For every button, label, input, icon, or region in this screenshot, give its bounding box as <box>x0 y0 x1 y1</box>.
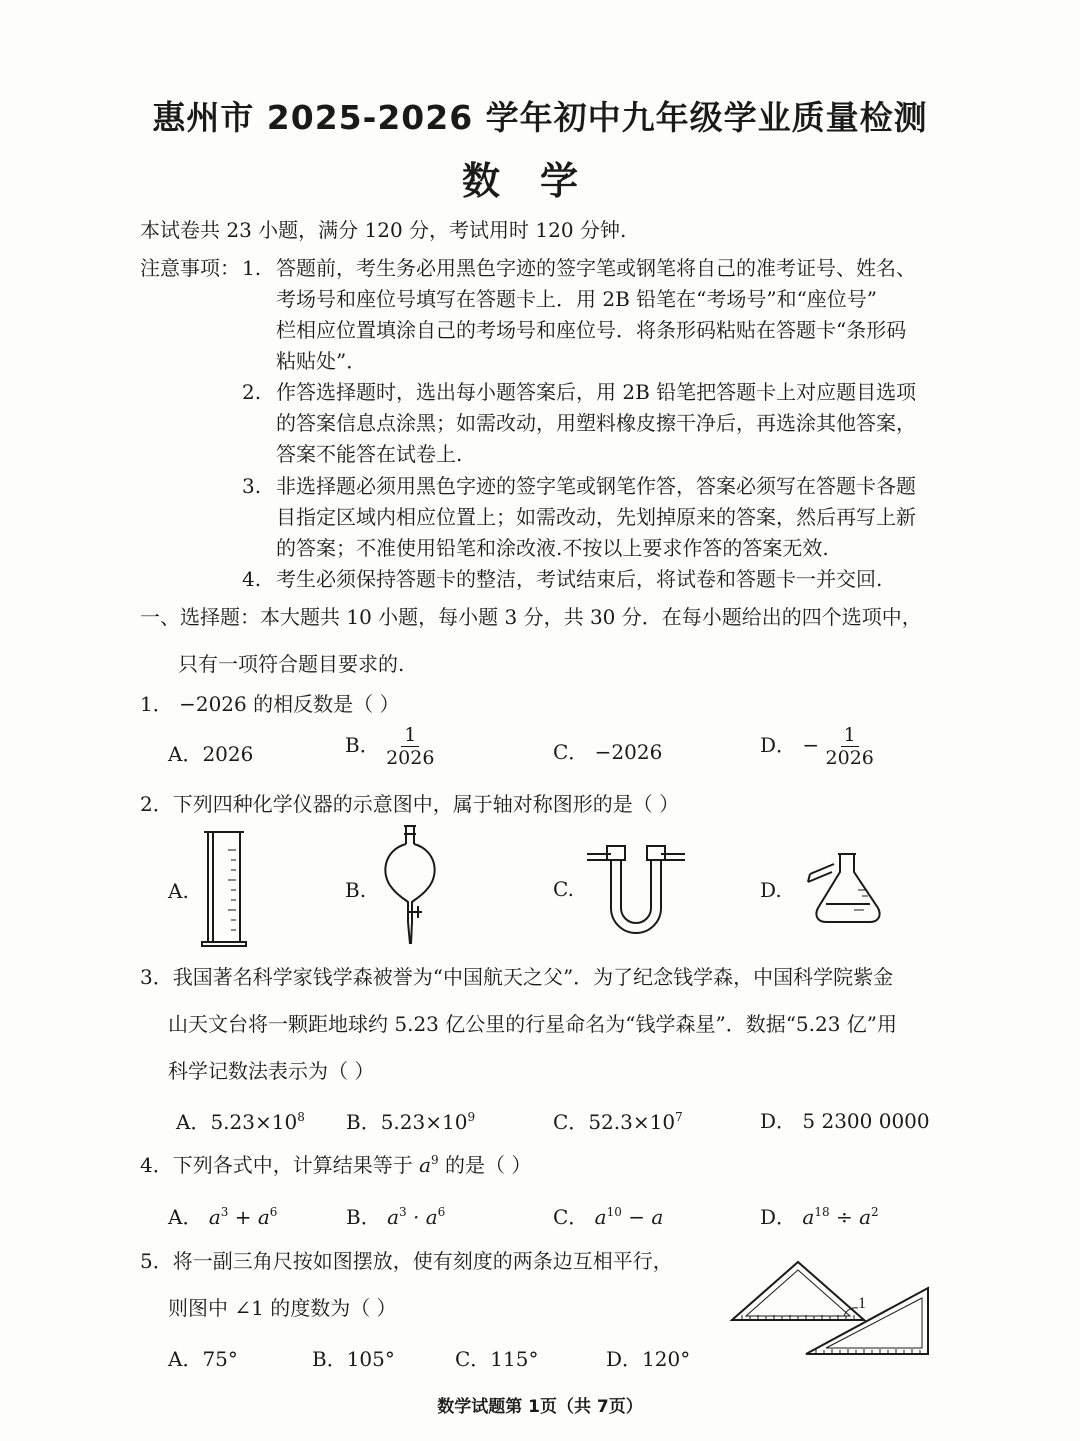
question-5-line: 5．将一副三角尺按如图摆放，使有刻度的两条边互相平行， <box>140 1249 673 1273</box>
option-label: B． <box>345 733 380 757</box>
option-label: B． <box>346 1205 381 1229</box>
question-2-option-b: B. <box>345 878 367 902</box>
fraction <box>386 724 434 769</box>
denominator: 2026 <box>825 747 874 769</box>
exponent: 3 <box>220 1205 229 1219</box>
term: a <box>387 1205 399 1229</box>
question-1-option-a: A．2026 <box>168 742 254 766</box>
option-exponent: 8 <box>297 1110 305 1124</box>
question-5-option-b: B．105° <box>312 1347 395 1371</box>
notice-item-3-line: 非选择题必须用黑色字迹的签字笔或钢笔作答，答案必须写在答题卡各题 <box>276 474 916 498</box>
triangle-rulers-figure <box>728 1258 936 1360</box>
question-4-option-c <box>553 1201 663 1230</box>
term: − a <box>621 1205 664 1229</box>
option-exponent: 7 <box>675 1110 683 1124</box>
question-2-option-a: A. <box>168 879 189 903</box>
notice-label: 注意事项： <box>140 256 240 280</box>
separatory-funnel-icon <box>378 822 448 950</box>
notice-item-2-no: 2. <box>242 380 262 404</box>
graduated-cylinder-icon <box>200 830 250 950</box>
angle-label: 1 <box>858 1295 866 1312</box>
notice-item-3-no: 3. <box>242 474 262 498</box>
option-label: A． <box>168 1205 203 1229</box>
fraction <box>826 724 874 769</box>
question-2-option-c: C. <box>553 877 574 901</box>
notice-item-1-line: 考场号和座位号填写在答题卡上．用 2B 铅笔在“考场号”和“座位号” <box>276 287 878 311</box>
question-5-option-c: C．115° <box>455 1347 539 1371</box>
option-base: 52.3×10 <box>588 1110 676 1134</box>
question-4-stem <box>140 1151 531 1179</box>
u-tube-icon <box>585 840 687 938</box>
question-3-line: 3．我国著名科学家钱学森被誉为“中国航天之父”．为了纪念钱学森，中国科学院紫金 <box>140 965 894 989</box>
exam-intro: 本试卷共 23 小题，满分 120 分，考试用时 120 分钟. <box>140 218 627 242</box>
exponent: 3 <box>399 1205 407 1219</box>
exponent: 2 <box>871 1205 879 1219</box>
numerator: 1 <box>841 724 859 747</box>
question-4-option-b <box>346 1201 445 1230</box>
question-3-line: 山天文台将一颗距地球约 5.23 亿公里的行星命名为“钱学森星”．数据“5.23 亿”用 <box>168 1012 898 1036</box>
denominator: 2026 <box>386 747 435 769</box>
term: a <box>208 1205 221 1229</box>
notice-item-2-line: 的答案信息点涂黑；如需改动，用塑料橡皮擦干净后，再选涂其他答案， <box>276 411 916 435</box>
term: + a <box>228 1205 270 1229</box>
exponent: 10 <box>606 1205 622 1219</box>
exam-title: 惠州市 2025-2026 学年初中九年级学业质量检测 <box>152 98 928 137</box>
question-3-option-b <box>346 1106 475 1135</box>
option-label: C． <box>553 1205 589 1229</box>
numerator: 1 <box>401 724 419 747</box>
question-5-line: 则图中 ∠1 的度数为（ ） <box>168 1296 397 1320</box>
question-1-stem: 1． −2026 的相反数是（ ） <box>140 692 400 716</box>
exponent: 18 <box>814 1205 830 1219</box>
question-1-option-d <box>760 724 874 769</box>
notice-item-1-line: 粘贴处”． <box>276 349 367 373</box>
notice-item-1-line: 栏相应位置填涂自己的考场号和座位号．将条形码粘贴在答题卡“条形码 <box>276 318 907 342</box>
option-label: D． − <box>760 733 820 757</box>
option-base: 5.23×10 <box>380 1110 468 1134</box>
question-4-option-a <box>168 1201 277 1230</box>
option-exponent: 9 <box>467 1110 476 1124</box>
notice-item-4-no: 4. <box>242 567 262 591</box>
question-5-option-d: D．120° <box>606 1347 691 1371</box>
option-label: A． <box>176 1110 211 1134</box>
notice-item-3-line: 的答案；不准使用铅笔和涂改液.不按以上要求作答的答案无效. <box>276 536 829 560</box>
stem-text: 的是（ ） <box>438 1153 532 1177</box>
notice-item-1-line: 答题前，考生务必用黑色字迹的签字笔或钢笔将自己的准考证号、姓名、 <box>276 256 916 280</box>
question-1-option-c: C． −2026 <box>553 740 663 764</box>
subject-title: 数学 <box>461 159 618 203</box>
flask-icon <box>804 850 882 924</box>
question-2-option-d: D. <box>760 878 782 902</box>
term: a <box>802 1205 815 1229</box>
page-footer: 数学试题第 1页（共 7页） <box>437 1397 643 1417</box>
option-base: 5.23×10 <box>210 1110 298 1134</box>
section-heading: 一、选择题：本大题共 10 小题，每小题 3 分，共 30 分．在每小题给出的四个选项中， <box>140 605 922 629</box>
variable: a <box>419 1153 432 1177</box>
notice-item-1-no: 1. <box>242 256 262 280</box>
question-3-option-d: D． 5 2300 0000 <box>760 1109 930 1133</box>
question-3-option-c <box>553 1106 683 1135</box>
question-2-stem: 2．下列四种化学仪器的示意图中，属于轴对称图形的是（ ） <box>140 792 680 816</box>
question-3-option-a <box>176 1106 305 1135</box>
section-heading-cont: 只有一项符合题目要求的. <box>178 652 405 676</box>
exponent: 6 <box>437 1205 446 1219</box>
notice-item-3-line: 目指定区域内相应位置上；如需改动，先划掉原来的答案，然后再写上新 <box>276 505 916 529</box>
option-label: C． <box>553 1110 589 1134</box>
exponent: 9 <box>431 1153 439 1167</box>
term: · a <box>406 1205 438 1229</box>
stem-text: 4．下列各式中，计算结果等于 <box>140 1153 420 1177</box>
notice-item-2-line: 答案不能答在试卷上. <box>276 442 463 466</box>
notice-item-2-line: 作答选择题时，选出每小题答案后，用 2B 铅笔把答题卡上对应题目选项 <box>276 380 917 404</box>
question-4-option-d <box>760 1201 879 1230</box>
question-3-line: 科学记数法表示为（ ） <box>168 1059 375 1083</box>
exponent: 6 <box>269 1205 278 1219</box>
question-5-option-a: A．75° <box>168 1347 238 1371</box>
question-1-option-b <box>345 724 434 769</box>
option-label: D． <box>760 1205 797 1229</box>
term: ÷ a <box>829 1205 872 1229</box>
notice-item-4-line: 考生必须保持答题卡的整洁，考试结束后，将试卷和答题卡一并交回. <box>276 567 883 591</box>
term: a <box>594 1205 607 1229</box>
option-label: B． <box>346 1110 381 1134</box>
